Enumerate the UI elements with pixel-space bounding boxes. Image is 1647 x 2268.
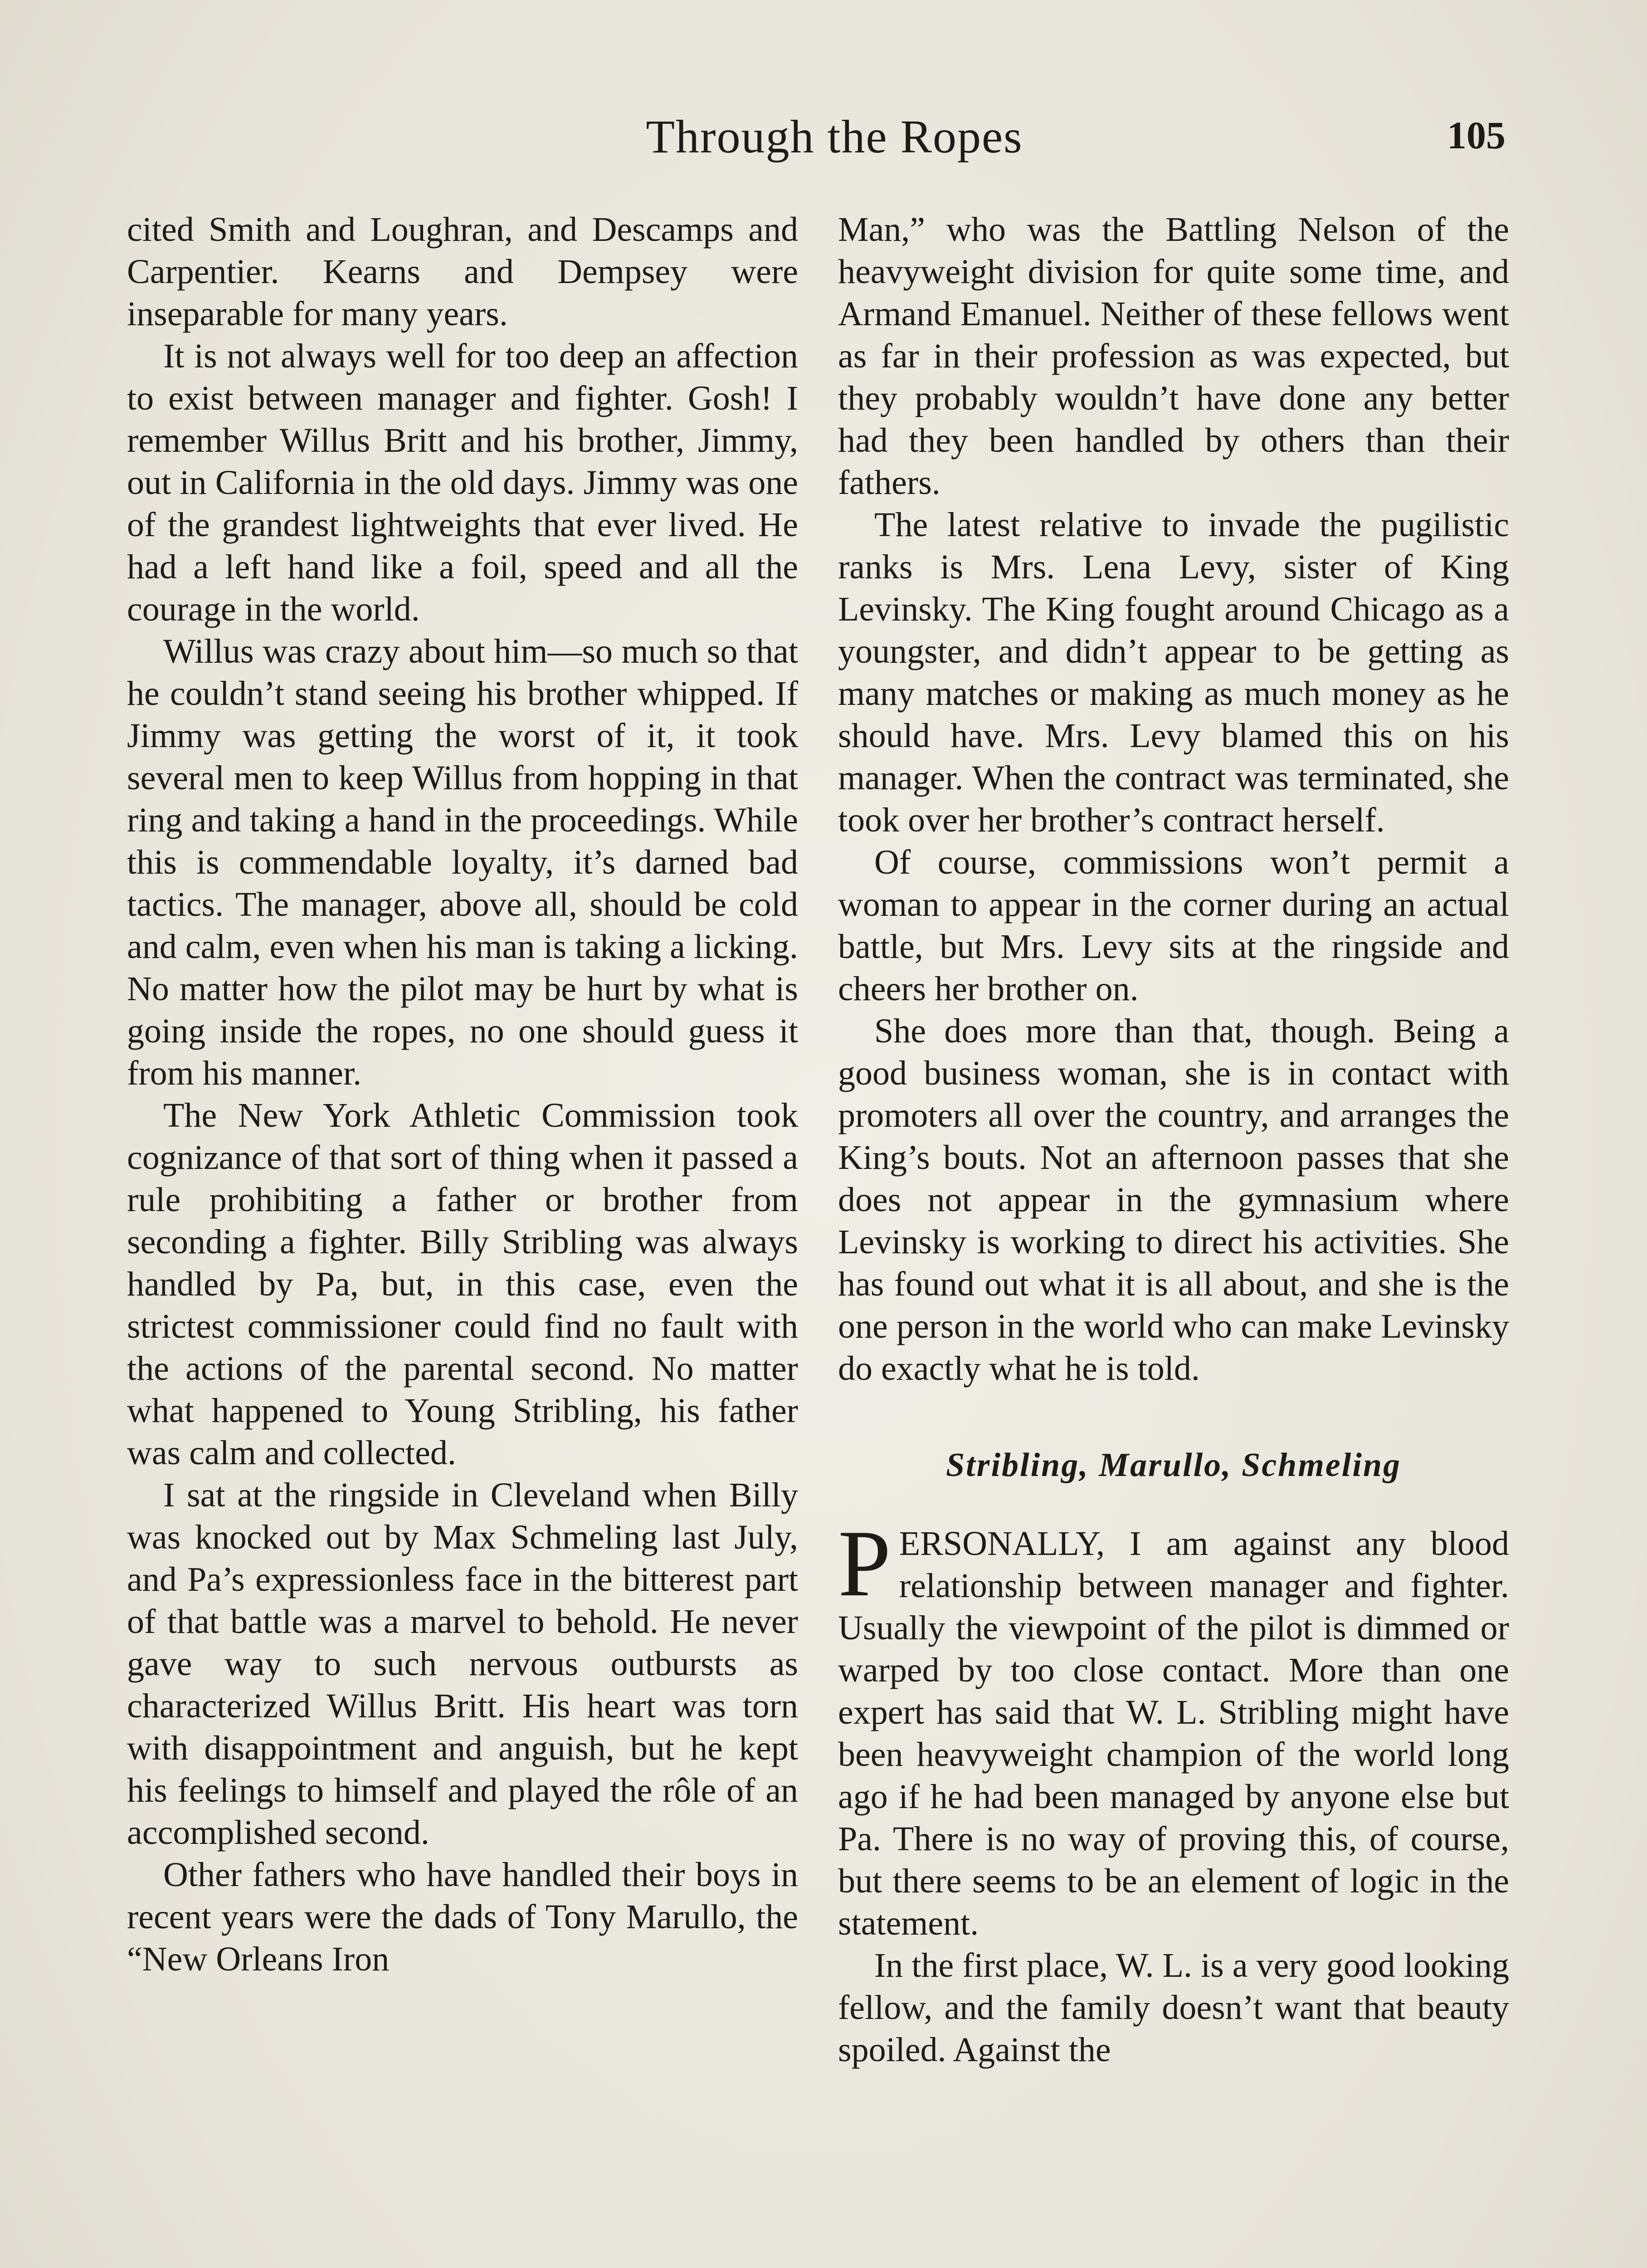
- paragraph: Of course, commissions won’t permit a woman to appear in the corner during an actual battle, but Mrs. Levy sits at the ringside and cheers her brother on.: [838, 843, 1509, 1008]
- paragraph: The New York Athletic Commission took cognizance of that sort of thing when it passed a rule prohibiting a father or brother from seconding a fighter. Billy Stribling was always handled by Pa, but, in this case, even the strictest commissioner could find no fault with the actions of the parental second. No matter what happened to Young Stribling, his father was calm and collected.: [127, 1096, 798, 1472]
- section-heading: Stribling, Marullo, Schmeling: [945, 1447, 1402, 1484]
- paragraph: Willus was crazy about him—so much so that he couldn’t stand seeing his brother whipped. If Jimmy was getting the worst of it, it took several men to keep Willus from hopping in that ring and taking a hand in the proceedings. While this is commendable loyalty, it’s darned bad tactics. The manager, above all, should be cold and calm, even when his man is taking a licking. No matter how the pilot may be hurt by what is going inside the ropes, no one should guess it from his manner.: [127, 632, 798, 1092]
- section-first-paragraph: [838, 1511, 1509, 1945]
- paragraph: The latest relative to invade the pugilistic ranks is Mrs. Lena Levy, sister of King Levinsky. The King fought around Chicago as a youngster, and didn’t appear to be getting as many matches or making as much money as he should have. Mrs. Levy blamed this on his manager. When the contract was terminated, she took over her brother’s contract herself.: [838, 506, 1509, 839]
- paragraph: Man,” who was the Battling Nelson of the heavyweight division for quite some time, and Armand Emanuel. Neither of these fellows went as far in their profession as was expected, but they probably wouldn’t have done any better had they been handled by others than their fathers.: [838, 210, 1509, 502]
- running-title: Through the Ropes: [646, 111, 1023, 163]
- right-column: [838, 209, 1509, 2071]
- paragraph: In the first place, W. L. is a very good looking fellow, and the family doesn’t want that beauty spoiled. Against the: [838, 1946, 1509, 2069]
- paragraph: It is not always well for too deep an affection to exist between manager and fighter. Gosh! I remember Willus Britt and his brother, Jimmy, out in California in the old days. Jimmy was one of the grandest lightweights that ever lived. He had a left hand like a foil, speed and all the courage in the world.: [127, 337, 798, 628]
- page-number: 105: [1447, 113, 1506, 157]
- paragraph: She does more than that, though. Being a good business woman, she is in contact with promoters all over the country, and arranges the King’s bouts. Not an afternoon passes that she does not appear in the gymnasium where Levinsky is working to direct his activities. She has found out what it is all about, and she is the one person in the world who can make Levinsky do exactly what he is told.: [838, 1012, 1509, 1388]
- paragraph: I sat at the ringside in Cleveland when Billy was knocked out by Max Schmeling last July, and Pa’s expressionless face in the bitterest part of that battle was a marvel to behold. He never gave way to such nervous outbursts as characterized Willus Britt. His heart was torn with disappointment and anguish, but he kept his feelings to himself and played the rôle of an accomplished second.: [127, 1476, 798, 1852]
- drop-cap: P: [838, 1511, 891, 1616]
- left-column: [127, 209, 798, 1980]
- paragraph: cited Smith and Loughran, and Descamps and Carpentier. Kearns and Dempsey were inseparable for many years.: [127, 210, 798, 333]
- paragraph: Other fathers who have handled their boys in recent years were the dads of Tony Marullo, the “New Orleans Iron: [127, 1856, 798, 1978]
- section-first-paragraph-text: ERSONALLY, I am against any blood relationship between manager and fighter. Usually the viewpoint of the pilot is dimmed or warped by too close contact. More than one expert has said that W. L. Stribling might have been heavyweight champion of the world long ago if he had been managed by anyone else but Pa. There is no way of proving this, of course, but there seems to be an element of logic in the statement.: [838, 1525, 1509, 1942]
